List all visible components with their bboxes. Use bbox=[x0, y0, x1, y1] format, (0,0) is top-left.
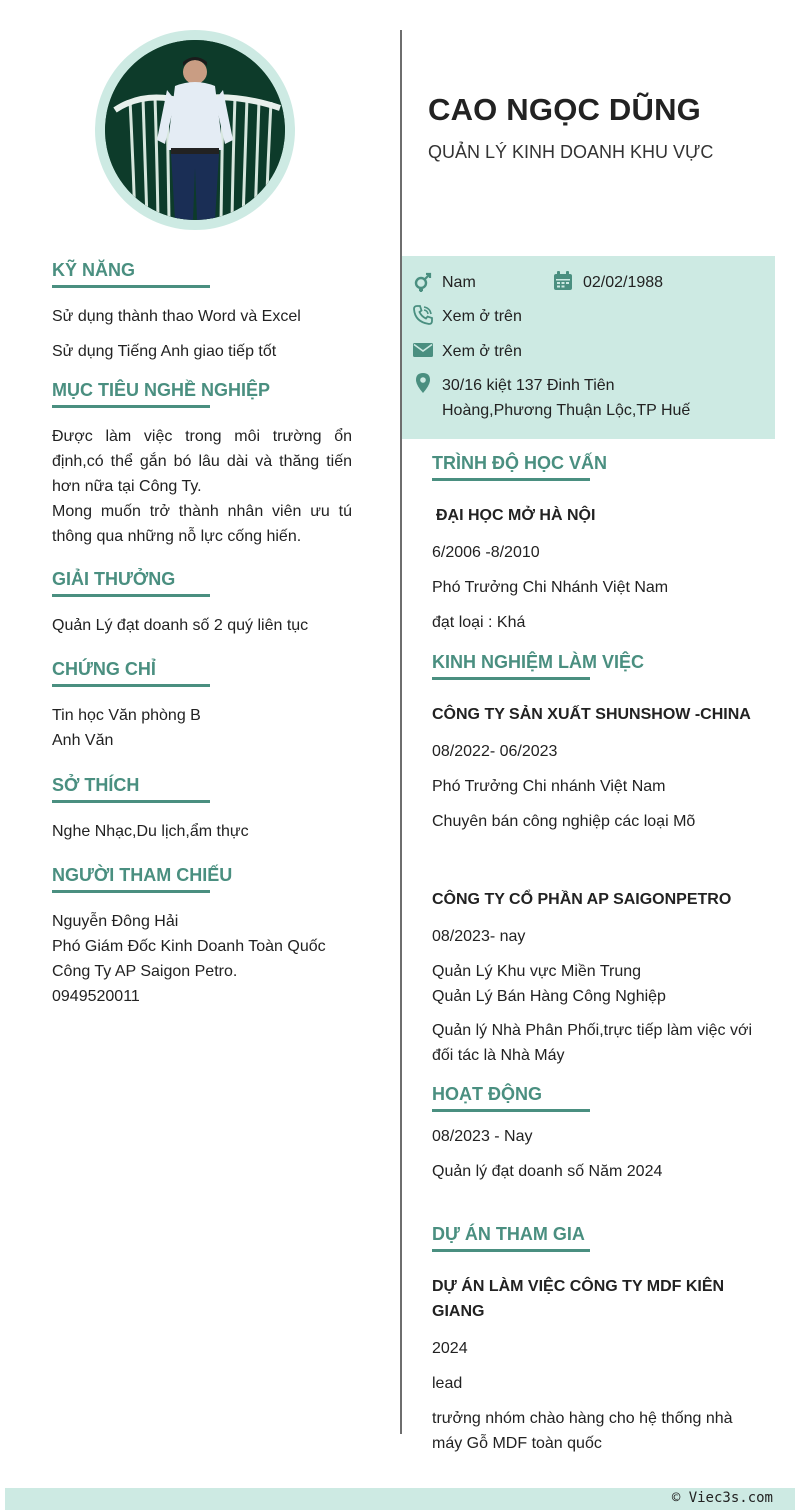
gender-value: Nam bbox=[442, 274, 476, 291]
phone-value: Xem ở trên bbox=[442, 308, 522, 325]
footer-credit: © Viec3s.com bbox=[671, 1490, 773, 1506]
job-position: Quản Lý Bán Hàng Công Nghiệp bbox=[432, 988, 666, 1005]
list-item: Nghe Nhạc,Du lịch,ẩm thực bbox=[52, 823, 249, 840]
certificates-section bbox=[52, 658, 352, 753]
email-value: Xem ở trên bbox=[442, 343, 522, 360]
job-description: Chuyên bán công nghiệp các loại Mõ bbox=[432, 813, 696, 830]
objective-text: Được làm việc trong môi trường ổn định,có thể gắn bó lâu dài và thăng tiến hơn nữa tại Công Ty. bbox=[52, 428, 352, 495]
section-title: TRÌNH ĐỘ HỌC VẤN bbox=[432, 452, 590, 481]
project-year: 2024 bbox=[432, 1340, 468, 1357]
objective-section bbox=[52, 379, 352, 549]
list-item: Sử dụng Tiếng Anh giao tiếp tốt bbox=[52, 343, 277, 360]
objective-text: Mong muốn trở thành nhân viên ưu tú thông qua những nỗ lực cống hiến. bbox=[52, 503, 352, 545]
section-title: KINH NGHIỆM LÀM VIỆC bbox=[432, 651, 590, 680]
job-position: Quản Lý Khu vực Miền Trung bbox=[432, 963, 642, 980]
job-period: 08/2022- 06/2023 bbox=[432, 743, 558, 760]
education-period: 6/2006 -8/2010 bbox=[432, 544, 540, 561]
reference-name: Nguyễn Đông Hải bbox=[52, 913, 179, 930]
section-title: HOẠT ĐỘNG bbox=[432, 1083, 590, 1112]
references-section bbox=[52, 864, 352, 1009]
reference-company: Công Ty AP Saigon Petro. bbox=[52, 963, 238, 980]
project-description: trưởng nhóm chào hàng cho hệ thống nhà máy Gỗ MDF toàn quốc bbox=[432, 1410, 733, 1452]
candidate-name: CAO NGỌC DŨNG bbox=[428, 92, 701, 127]
reference-position: Phó Giám Đốc Kinh Doanh Toàn Quốc bbox=[52, 938, 326, 955]
activities-section bbox=[432, 1083, 762, 1184]
phone-icon bbox=[413, 305, 433, 325]
location-icon bbox=[413, 373, 433, 393]
avatar-photo-icon bbox=[105, 40, 285, 220]
avatar-ring bbox=[95, 30, 295, 230]
section-title: DỰ ÁN THAM GIA bbox=[432, 1223, 590, 1252]
job-company: CÔNG TY CỔ PHẦN AP SAIGONPETRO bbox=[432, 891, 732, 908]
hobbies-section bbox=[52, 774, 352, 844]
list-item: Tin học Văn phòng B bbox=[52, 707, 201, 724]
section-title: CHỨNG CHỈ bbox=[52, 658, 210, 687]
list-item: Quản Lý đạt doanh số 2 quý liên tục bbox=[52, 617, 309, 634]
avatar bbox=[105, 40, 285, 220]
candidate-role: QUẢN LÝ KINH DOANH KHU VỰC bbox=[428, 142, 714, 162]
section-title: GIẢI THƯỞNG bbox=[52, 568, 210, 597]
section-title: NGƯỜI THAM CHIẾU bbox=[52, 864, 210, 893]
column-divider bbox=[400, 30, 402, 1434]
footer-bar bbox=[5, 1488, 795, 1510]
project-name: DỰ ÁN LÀM VIỆC CÔNG TY MDF KIÊN GIANG bbox=[432, 1278, 725, 1320]
education-major: Phó Trưởng Chi Nhánh Việt Nam bbox=[432, 579, 669, 596]
school-name: ĐẠI HỌC MỞ HÀ NỘI bbox=[436, 507, 596, 524]
list-item: Anh Văn bbox=[52, 732, 114, 749]
reference-phone: 0949520011 bbox=[52, 988, 140, 1005]
address-line-2: Hoàng,Phương Thuận Lộc,TP Huế bbox=[442, 402, 691, 419]
activity-period: 08/2023 - Nay bbox=[432, 1128, 533, 1145]
calendar-icon bbox=[553, 271, 573, 291]
section-title: MỤC TIÊU NGHỀ NGHIỆP bbox=[52, 379, 210, 408]
activity-description: Quản lý đạt doanh số Năm 2024 bbox=[432, 1163, 663, 1180]
job-company: CÔNG TY SẢN XUẤT SHUNSHOW -CHINA bbox=[432, 706, 751, 723]
section-title: KỸ NĂNG bbox=[52, 259, 210, 288]
education-grade: đạt loại : Khá bbox=[432, 614, 526, 631]
experience-section bbox=[432, 651, 762, 1068]
awards-section bbox=[52, 568, 352, 638]
job-position: Phó Trưởng Chi nhánh Việt Nam bbox=[432, 778, 666, 795]
job-period: 08/2023- nay bbox=[432, 928, 526, 945]
gender-icon bbox=[413, 272, 433, 292]
section-title: SỞ THÍCH bbox=[52, 774, 210, 803]
education-section bbox=[432, 452, 762, 635]
project-role: lead bbox=[432, 1375, 463, 1392]
job-description: Quản lý Nhà Phân Phối,trực tiếp làm việc với đối tác là Nhà Máy bbox=[432, 1022, 753, 1064]
email-icon bbox=[413, 340, 433, 360]
skills-section bbox=[52, 259, 352, 364]
projects-section bbox=[432, 1223, 762, 1456]
address-line-1: 30/16 kiệt 137 Đinh Tiên bbox=[442, 377, 615, 394]
list-item: Sử dụng thành thao Word và Excel bbox=[52, 308, 301, 325]
contact-box bbox=[402, 256, 775, 439]
birthday-value: 02/02/1988 bbox=[583, 274, 664, 291]
